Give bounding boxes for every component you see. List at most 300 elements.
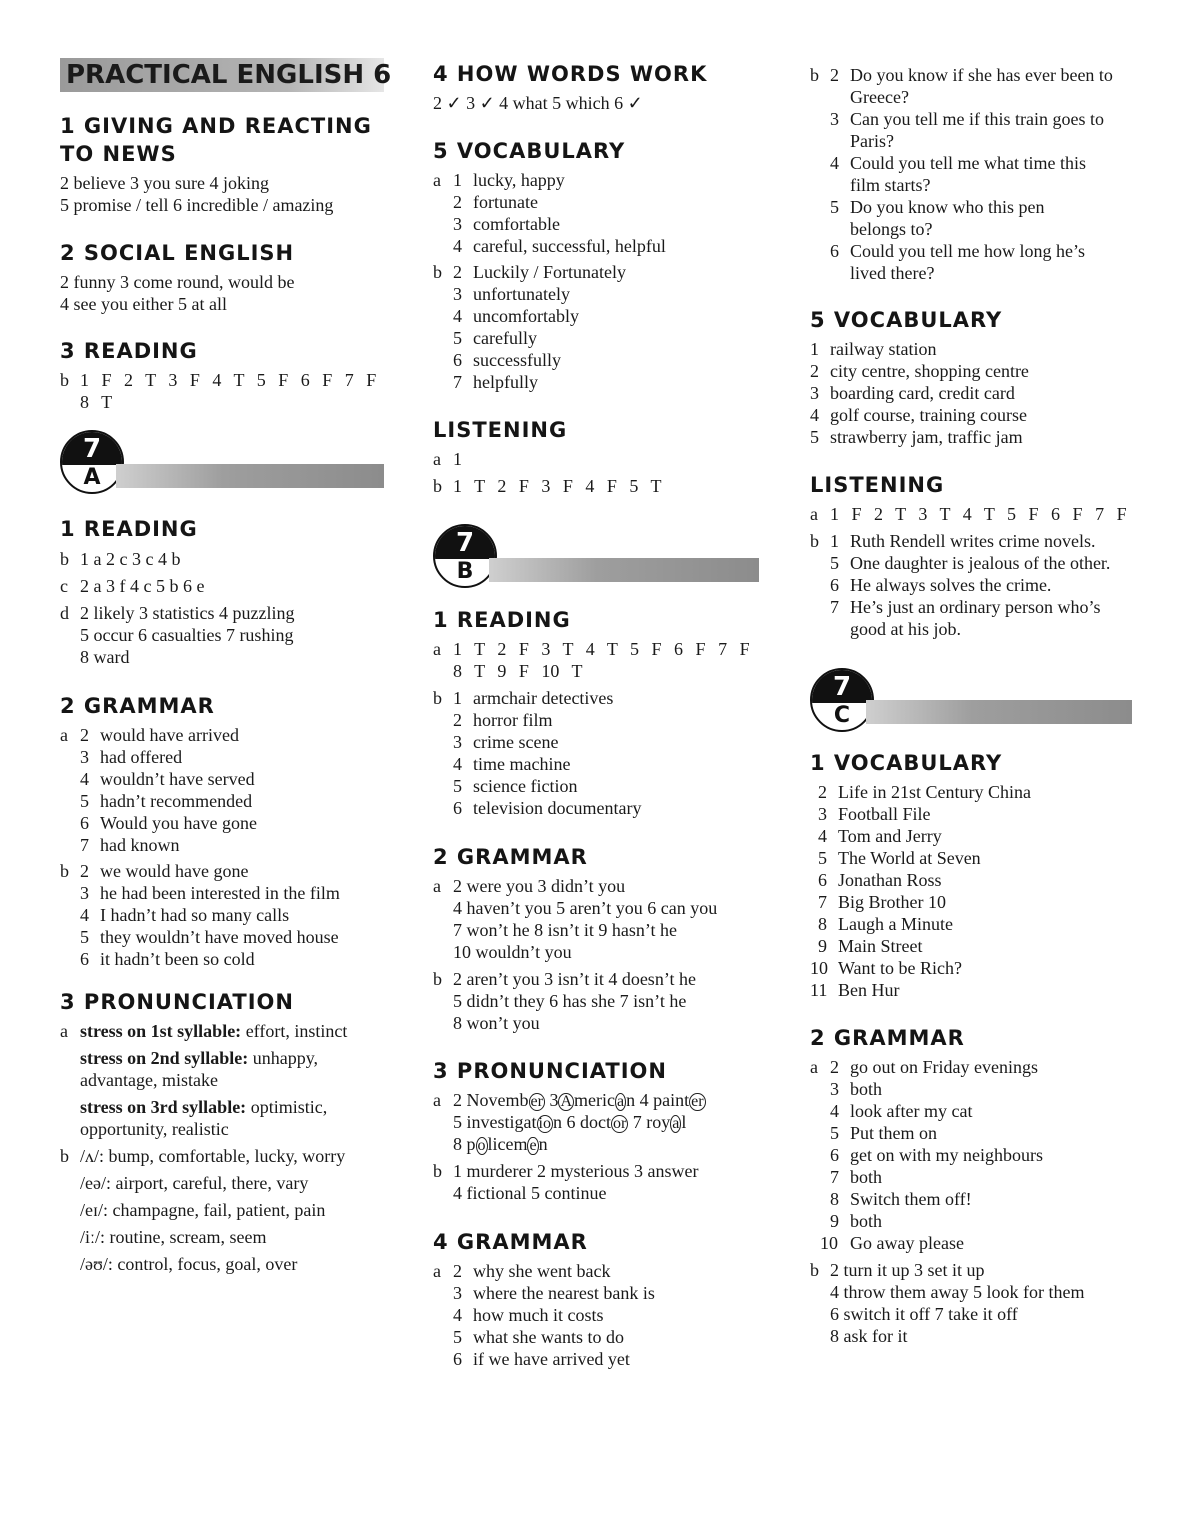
item-label: a [60,725,68,745]
section-heading: 4 GRAMMAR [433,1230,588,1254]
answer-row [810,218,1150,240]
answer-text: had known [100,835,180,855]
item-number: 7 [453,372,462,392]
page-title: PRACTICAL ENGLISH 6 [66,60,392,90]
item-label: a [433,449,441,469]
answer-text: 4 throw them away 5 look for them [830,1282,1085,1302]
item-number: 7 [830,1167,839,1187]
answer-row [810,382,1150,404]
answer-text: uncomfortably [473,306,579,326]
answer-row [810,825,1150,847]
answer-row [810,1100,1150,1122]
answer-row [60,602,400,624]
answer-text: 4 haven’t you 5 aren’t you 6 can you [453,898,718,918]
answer-text: hadn’t recommended [100,791,253,811]
item-label: b [433,262,442,282]
answer-text: opportunity, realistic [80,1119,229,1139]
answer-text: how much it costs [473,1305,604,1325]
item-number: 5 [830,1123,839,1143]
section-heading: 2 SOCIAL ENGLISH [60,241,295,265]
answer-row [810,1281,1150,1303]
answer-row [433,775,773,797]
section-4-grammar-continued [810,64,1150,284]
stress-circle: a [616,1093,625,1110]
answer-text: /eɪ/: champagne, fail, patient, pain [80,1200,326,1220]
answer-row [433,213,773,235]
answer-text: Want to be Rich? [838,958,963,978]
answer-row [810,404,1150,426]
answer-text: Main Street [838,936,923,956]
answer-text: both [850,1079,883,1099]
item-label: c [60,576,68,596]
answer-text: I hadn’t had so many calls [100,905,290,925]
item-number: 4 [80,905,89,925]
answer-row [810,1188,1150,1210]
stress-circle: io [538,1115,551,1132]
item-label: b [810,531,819,551]
answer-row [810,262,1150,284]
answer-text: unhappy, [248,1048,319,1068]
answer-text: he had been interested in the film [100,883,340,903]
section-7c-grammar [810,1024,1150,1347]
item-label: b [433,688,442,708]
answer-text: Put them on [850,1123,938,1143]
answer-row [810,1144,1150,1166]
answer-text: Big Brother 10 [838,892,946,912]
stress-circle: er [530,1093,543,1110]
section-heading-cont: TO NEWS [60,142,177,166]
answer-row [810,530,1150,552]
answer-row [810,1325,1150,1347]
section-heading: 3 READING [60,339,198,363]
answer-text: 2 Novemb er 3 A meric a n 4 paint er [453,1090,704,1110]
answer-row [433,371,773,393]
item-number: 2 [80,861,89,881]
answer-row [60,812,400,834]
answer-text: Ruth Rendell writes crime novels. [850,531,1096,551]
item-label: b [60,549,69,569]
item-number: 4 [810,405,819,425]
item-number: 4 [830,153,839,173]
answer-row [433,235,773,257]
item-number: 11 [810,980,828,1000]
stress-circle: A [560,1093,572,1110]
section-7a-grammar [60,692,400,970]
answer-text: railway station [830,339,937,359]
item-number: 5 [810,427,819,447]
answer-row [433,797,773,819]
unit-banner-bar [116,464,384,488]
item-number: 6 [453,1349,462,1369]
section-heading: 5 VOCABULARY [810,308,1003,332]
answer-row [810,957,1150,979]
answer-text: carefully [473,328,537,348]
item-label: b [810,1260,819,1280]
answer-text: Go away please [850,1233,964,1253]
answer-row [60,548,400,570]
answer-text: 8 ward [80,647,130,667]
section-reading-pe6 [60,337,400,413]
section-heading: 2 GRAMMAR [810,1026,965,1050]
answer-text: /eə/: airport, careful, there, vary [80,1173,309,1193]
item-number: 5 [453,776,462,796]
stress-label: stress on 2nd syllable: [80,1048,249,1068]
answer-row [810,1210,1150,1232]
answer-row [433,169,773,191]
item-number: 5 [453,328,462,348]
answer-text: Jonathan Ross [838,870,942,890]
answer-row [433,990,773,1012]
answer-text: both [850,1167,883,1187]
section-heading: 1 VOCABULARY [810,751,1003,775]
answer-text: science fiction [473,776,578,796]
item-label: a [433,1090,441,1110]
answer-row [433,687,773,709]
answer-text: Life in 21st Century China [838,782,1031,802]
item-number: 8 [830,1189,839,1209]
answer-text: both [850,1211,883,1231]
answer-row [433,283,773,305]
answer-row [60,1199,400,1221]
answer-text: they wouldn’t have moved house [100,927,339,947]
answer-text: 2 turn it up 3 set it up [830,1260,985,1280]
unit-banner-bar [866,700,1132,724]
answer-row [810,240,1150,262]
item-number: 6 [818,870,827,890]
item-number: 6 [830,241,839,261]
answer-text: 1 F 2 T 3 T 4 T 5 F 6 F 7 F [830,504,1127,524]
item-number: 2 [453,710,462,730]
answer-text: unfortunately [473,284,570,304]
item-number: 9 [830,1211,839,1231]
answer-row [60,1096,400,1118]
section-heading: 1 READING [60,517,198,541]
answer-text: where the nearest bank is [473,1283,655,1303]
item-number: 3 [818,804,827,824]
answer-text: Laugh a Minute [838,914,953,934]
answer-row [810,596,1150,618]
answer-text: 1 [453,449,462,469]
answer-text: lucky, happy [473,170,565,190]
answer-row [60,1253,400,1275]
answer-text: 8 p o licem e n [453,1134,548,1154]
answer-row [810,426,1150,448]
answer-row [810,869,1150,891]
item-number: 5 [453,1327,462,1347]
answer-row [433,968,773,990]
item-number: 4 [453,306,462,326]
badge-letter: C [833,703,851,728]
answer-row [810,803,1150,825]
answer-row [810,574,1150,596]
item-number: 4 [818,826,827,846]
section-pe6-listening [433,416,773,497]
answer-text: 1 F 2 T 3 F 4 T 5 F 6 F 7 F [80,370,377,390]
answer-row [810,86,1150,108]
answer-row [60,624,400,646]
answer-text: careful, successful, helpful [473,236,666,256]
answer-row [433,305,773,327]
item-number: 6 [830,1145,839,1165]
item-number: 3 [830,109,839,129]
answer-row [810,891,1150,913]
section-7b-grammar [433,843,773,1034]
section-pe6-vocabulary [433,137,773,393]
section-7b-pronunciation [433,1057,773,1204]
answer-row [433,349,773,371]
answer-row [433,448,773,470]
item-number: 7 [818,892,827,912]
item-number: 3 [830,1079,839,1099]
item-label: a [433,1261,441,1281]
answer-row [60,904,400,926]
answer-row [433,475,773,497]
answer-row [60,948,400,970]
section-heading: 2 GRAMMAR [433,845,588,869]
answer-row [433,660,773,682]
item-label: a [810,1057,818,1077]
answer-row [60,1047,400,1069]
section-7b-grammar-4 [433,1228,773,1370]
item-number: 4 [453,754,462,774]
item-label: b [60,1146,69,1166]
item-label: a [810,504,818,524]
badge-number: 7 [435,526,495,559]
answer-text: belongs to? [850,219,933,239]
answer-text: armchair detectives [473,688,614,708]
section-heading: 5 VOCABULARY [433,139,626,163]
item-number: 3 [453,732,462,752]
answer-row [433,1182,773,1204]
answer-row [60,746,400,768]
answer-text: strawberry jam, traffic jam [830,427,1023,447]
item-number: 3 [453,284,462,304]
answer-row [60,834,400,856]
item-number: 2 [810,361,819,381]
section-giving-reacting-news [60,112,400,216]
answer-text: effort, instinct [241,1021,348,1041]
answer-row [60,391,400,413]
unit-badge-7c [810,668,874,732]
answer-text: get on with my neighbours [850,1145,1043,1165]
answer-text: it hadn’t been so cold [100,949,255,969]
answer-row [60,575,400,597]
answer-text: city centre, shopping centre [830,361,1029,381]
item-number: 1 [453,688,462,708]
answer-text: 7 won’t he 8 isn’t it 9 hasn’t he [453,920,677,940]
section-7c-vocabulary [810,749,1150,1001]
section-heading: 1 READING [433,608,571,632]
answer-row [433,191,773,213]
answer-text: Can you tell me if this train goes to [850,109,1104,129]
answer-text: golf course, training course [830,405,1027,425]
answer-row [433,1111,773,1133]
item-number: 7 [80,835,89,855]
answer-text: 10 wouldn’t you [453,942,572,962]
answer-row [433,941,773,963]
answer-text: film starts? [850,175,931,195]
answer-row [433,875,773,897]
item-number: 10 [820,1233,838,1253]
item-label: a [433,876,441,896]
answer-row [60,1172,400,1194]
answer-row [810,935,1150,957]
item-label: d [60,603,69,623]
answer-text: One daughter is jealous of the other. [850,553,1111,573]
answer-row [810,1303,1150,1325]
section-heading: 2 GRAMMAR [60,694,215,718]
item-number: 5 [830,197,839,217]
section-7a-reading [60,515,400,668]
item-number: 6 [453,798,462,818]
answer-text: crime scene [473,732,559,752]
answer-row [810,1166,1150,1188]
answer-row [433,1160,773,1182]
stress-circle: e [529,1137,537,1154]
item-number: 2 [453,192,462,212]
answer-row [60,1118,400,1140]
item-number: 6 [453,350,462,370]
item-label: b [60,861,69,881]
answer-row [433,638,773,660]
section-heading: LISTENING [810,473,945,497]
item-number: 2 [453,1261,462,1281]
item-number: 2 [818,782,827,802]
answer-text: He’s just an ordinary person who’s [850,597,1101,617]
item-label: a [60,1021,68,1041]
answer-text: Do you know if she has ever been to [850,65,1113,85]
answer-line: 4 see you either 5 at all [60,294,227,314]
item-label: a [433,170,441,190]
item-number: 4 [453,1305,462,1325]
answer-text: would have arrived [100,725,239,745]
item-number: 2 [830,65,839,85]
answer-text: 2 a 3 f 4 c 5 b 6 e [80,576,205,596]
item-number: 9 [818,936,827,956]
item-number: 4 [453,236,462,256]
answer-row [810,338,1150,360]
item-number: 6 [80,813,89,833]
stress-circle: er [691,1093,704,1110]
item-number: 7 [830,597,839,617]
answer-text: Could you tell me how long he’s [850,241,1085,261]
section-how-words-work [433,60,773,114]
answer-text: what she wants to do [473,1327,624,1347]
answer-text: The World at Seven [838,848,981,868]
answer-row [810,847,1150,869]
item-label: b [810,65,819,85]
answer-row [810,503,1150,525]
section-heading: 1 GIVING AND REACTING [60,114,372,138]
section-heading: 3 PRONUNCIATION [60,990,294,1014]
answer-text: television documentary [473,798,642,818]
badge-letter: A [83,465,101,490]
answer-text: we would have gone [100,861,249,881]
answer-line: 2 ✓ 3 ✓ 4 what 5 which 6 ✓ [433,93,643,113]
answer-row [60,790,400,812]
answer-text: good at his job. [850,619,961,639]
answer-text: comfortable [473,214,560,234]
unit-banner-bar [489,558,759,582]
section-7b-vocabulary [810,306,1150,448]
answer-text: 1 T 2 F 3 T 4 T 5 F 6 F 7 F [453,639,750,659]
answer-text: why she went back [473,1261,611,1281]
answer-row [810,1078,1150,1100]
answer-row [810,781,1150,803]
answer-text: 2 likely 3 statistics 4 puzzling [80,603,295,623]
item-number: 4 [830,1101,839,1121]
answer-row [60,724,400,746]
answer-text: optimistic, [246,1097,328,1117]
answer-row [810,1232,1150,1254]
section-social-english [60,239,400,315]
answer-row [60,1020,400,1042]
answer-text: had offered [100,747,183,767]
answer-text: Greece? [850,87,909,107]
answer-row [810,1056,1150,1078]
answer-row [433,709,773,731]
stress-circle: o [477,1137,486,1154]
answer-row [433,1348,773,1370]
item-number: 5 [830,553,839,573]
answer-text: Football File [838,804,931,824]
answer-row [810,618,1150,640]
answer-row [60,882,400,904]
item-number: 3 [80,883,89,903]
item-number: 10 [810,958,828,978]
badge-number: 7 [812,670,872,703]
answer-text: 4 fictional 5 continue [453,1183,607,1203]
answer-text: Could you tell me what time this [850,153,1086,173]
item-number: 1 [810,339,819,359]
answer-text: 5 occur 6 casualties 7 rushing [80,625,294,645]
answer-text: advantage, mistake [80,1070,218,1090]
answer-row [810,1259,1150,1281]
answer-text: 8 won’t you [453,1013,540,1033]
answer-row [433,731,773,753]
item-number: 3 [453,1283,462,1303]
answer-row [60,646,400,668]
section-7b-listening [810,471,1150,640]
answer-text: time machine [473,754,571,774]
answer-text: 1 murderer 2 mysterious 3 answer [453,1161,699,1181]
answer-row [60,768,400,790]
answer-text: 8 ask for it [830,1326,908,1346]
answer-text: horror film [473,710,553,730]
section-heading: 4 HOW WORDS WORK [433,62,708,86]
item-number: 1 [830,531,839,551]
item-number: 5 [818,848,827,868]
item-label: b [433,1161,442,1181]
item-label: a [433,639,441,659]
item-number: 6 [830,575,839,595]
answer-row [433,1282,773,1304]
answer-text: Switch them off! [850,1189,972,1209]
answer-text: /əʊ/: control, focus, goal, over [80,1254,298,1274]
answer-row [60,1145,400,1167]
answer-text: 5 investigat io n 6 doct or 7 roy a l [453,1112,687,1132]
answer-row [433,919,773,941]
item-number: 3 [80,747,89,767]
item-number: 8 [818,914,827,934]
answer-text: if we have arrived yet [473,1349,630,1369]
item-number: 2 [80,725,89,745]
answer-line: 2 funny 3 come round, would be [60,272,295,292]
section-7a-pronunciation [60,988,400,1275]
item-number: 4 [80,769,89,789]
answer-row [433,261,773,283]
item-label: b [433,476,442,496]
